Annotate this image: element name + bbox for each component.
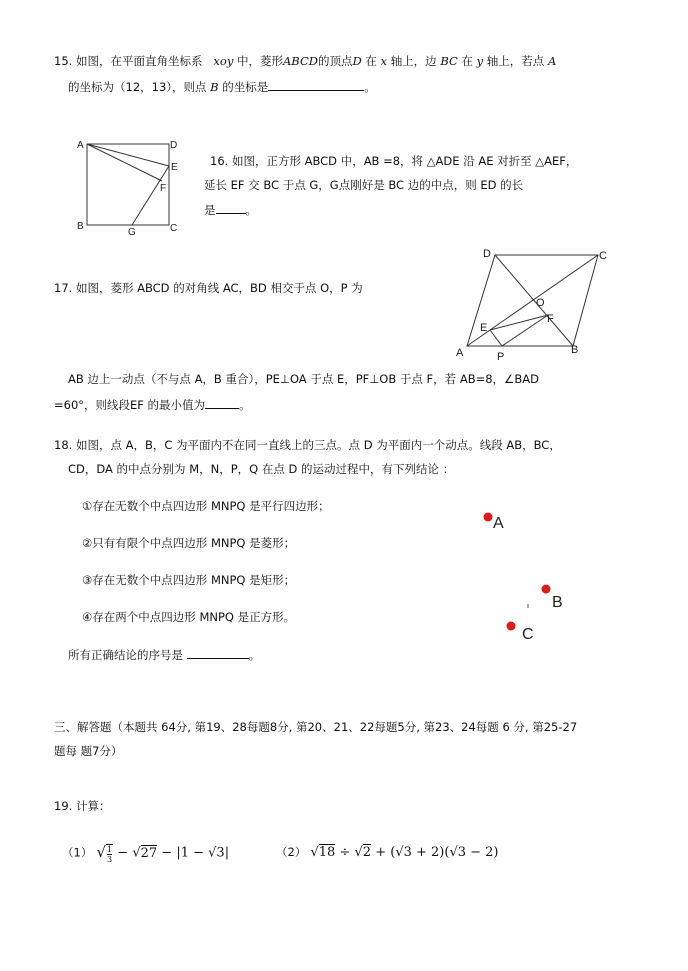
q16-label-f: F xyxy=(160,183,167,194)
q17-label-b: B xyxy=(571,344,579,356)
q18-line1: 18. 如图，点 A，B，C 为平面内不在同一直线上的三点。点 D 为平面内一个动点。线段 AB，BC， xyxy=(54,438,561,452)
q15-answer-blank[interactable] xyxy=(268,78,364,91)
q16-line3: 是 。 xyxy=(204,203,257,217)
q16-label-d: D xyxy=(170,140,178,151)
q16-line1: 16. 如图，正方形 ABCD 中，AB =8，将 △ADE 沿 AE 对折至 △AEF， xyxy=(210,154,578,168)
q17-label-o: O xyxy=(536,297,545,309)
q16-square xyxy=(87,144,169,225)
section3-heading-line1: 三、解答题（本题共 64分, 第19、28每题8分, 第20、21、22每题5分, 第23、24每题 6 分, 第25-27 xyxy=(54,720,578,734)
q15-line2: 的坐标为（12，13），则点 B 的坐标是 。 xyxy=(68,80,376,94)
q17-diagonal-bd xyxy=(495,255,573,346)
q18-label-c: C xyxy=(522,626,534,643)
q17-line1: 17. 如图，菱形 ABCD 的对角线 AC，BD 相交于点 O，P 为 xyxy=(54,281,363,295)
q16-label-g: G xyxy=(128,227,136,236)
q17-label-c: C xyxy=(599,250,607,262)
q18-label-b: B xyxy=(552,594,563,611)
q17-figure xyxy=(450,243,620,363)
q17-line-ef xyxy=(490,315,548,330)
q17-label-p: P xyxy=(497,351,505,363)
section3-heading-line2: 题每 题7分） xyxy=(54,744,123,758)
q18-points-figure xyxy=(470,500,580,650)
q17-label-e: E xyxy=(480,322,488,334)
q16-label-c: C xyxy=(170,223,178,234)
q17-label-f: F xyxy=(547,313,554,325)
q17-label-d: D xyxy=(483,248,491,260)
q18-line2: CD，DA 的中点分别为 M，N，P，Q 在点 D 的运动过程中，有下列结论 ： xyxy=(68,462,455,476)
q17-label-a: A xyxy=(456,347,464,359)
q19-part1: （1） √ $\frac{1}{3}$ − √27 − |1 − √3| xyxy=(62,843,230,864)
q18-answer-blank[interactable] xyxy=(187,646,249,659)
q17-line-pf xyxy=(502,315,548,346)
q19-sqrt-fraction: √ $\frac{1}{3}$ xyxy=(96,843,113,864)
q18-item-1: ①存在无数个中点四边形 MNPQ 是平行四边形； xyxy=(82,499,330,513)
q17-line2: AB 边上一动点（不与点 A，B 重合），PE⊥OA 于点 E，PF⊥OB 于点 F，若 AB=8，∠BAD xyxy=(68,372,539,386)
q18-answer-line: 所有正确结论的序号是 。 xyxy=(68,648,261,662)
q15-line1: 15. 如图，在平面直角坐标系 xoy 中，菱形ABCD的顶点D 在 x 轴上，边 BC 在 y 轴上，若点 A xyxy=(54,54,557,68)
q18-item-3: ③存在无数个中点四边形 MNPQ 是矩形； xyxy=(82,573,296,587)
q16-answer-blank[interactable] xyxy=(216,201,246,214)
q16-label-e: E xyxy=(171,162,178,173)
q18-point-a xyxy=(484,513,493,522)
q16-label-b: B xyxy=(77,221,84,232)
q16-label-a: A xyxy=(77,140,84,151)
q17-line3: =60°，则线段EF 的最小值为 。 xyxy=(54,398,251,412)
q18-point-b xyxy=(542,585,551,594)
q17-answer-blank[interactable] xyxy=(205,396,239,409)
q19-title: 19. 计算： xyxy=(54,799,111,813)
q17-line-pe xyxy=(490,330,502,346)
q18-item-2: ②只有有限个中点四边形 MNPQ 是菱形； xyxy=(82,536,296,550)
q16-line-af xyxy=(87,144,162,181)
q16-line2: 延长 EF 交 BC 于点 G，G点刚好是 BC 边的中点，则 ED 的长 xyxy=(204,178,524,192)
q19-part2: （2） √18 ÷ √2 + (√3 + 2)(√3 − 2) xyxy=(276,845,499,860)
q18-label-a: A xyxy=(493,515,504,532)
q18-item-4: ④存在两个中点四边形 MNPQ 是正方形。 xyxy=(82,610,296,624)
q18-point-c xyxy=(507,622,516,631)
q16-line-ae xyxy=(87,144,169,166)
q16-figure xyxy=(74,136,186,236)
